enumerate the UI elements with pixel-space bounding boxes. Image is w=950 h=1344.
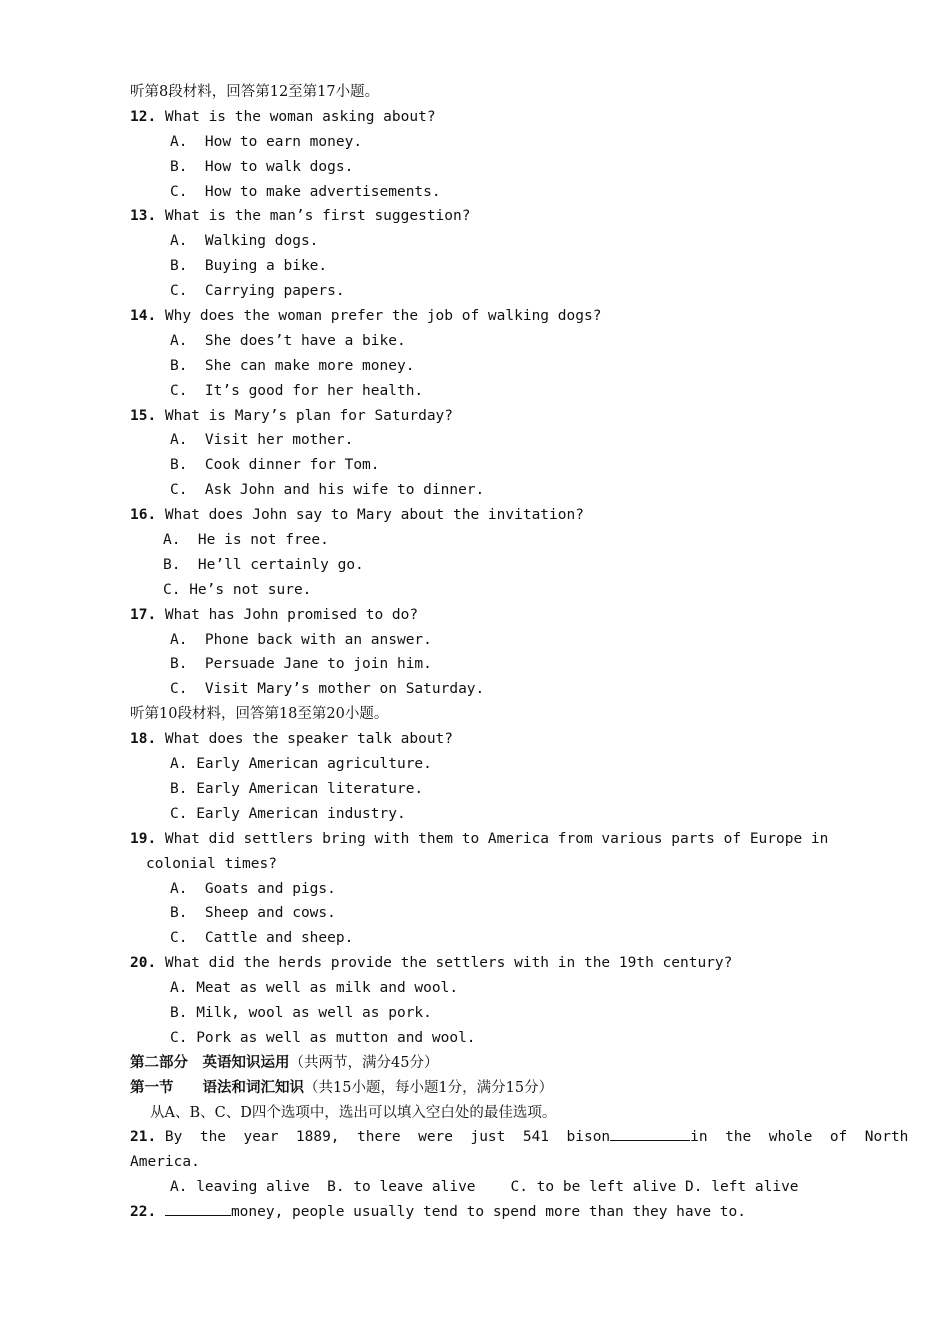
heading-title: 第一节 语法和词汇知识 bbox=[130, 1078, 304, 1096]
question-text: in the whole of North bbox=[690, 1129, 909, 1146]
heading-title: 第二部分 英语知识运用 bbox=[130, 1053, 290, 1071]
answer-option bbox=[130, 578, 830, 603]
answer-option bbox=[130, 130, 830, 155]
question-number: 21. bbox=[130, 1129, 157, 1146]
question bbox=[130, 951, 830, 976]
question-number: 16. bbox=[130, 507, 157, 524]
question-text: By the year 1889, there were just 541 bison bbox=[156, 1129, 611, 1146]
question-number: 19. bbox=[130, 830, 157, 847]
question-number: 18. bbox=[130, 731, 157, 748]
answer-option bbox=[130, 1175, 830, 1200]
instruction-text: 听第10段材料，回答第18至第20小题。 bbox=[130, 706, 389, 723]
answer-blank bbox=[165, 1201, 231, 1216]
question-text: What is the woman asking about? bbox=[156, 108, 436, 125]
question bbox=[130, 304, 830, 329]
question-text: America. bbox=[130, 1154, 200, 1171]
option-text: C. Early American industry. bbox=[170, 805, 406, 822]
option-text: A. Meat as well as milk and wool. bbox=[170, 980, 459, 997]
question bbox=[130, 105, 830, 130]
option-text: A. Walking dogs. bbox=[170, 233, 319, 250]
option-text: C. Pork as well as mutton and wool. bbox=[170, 1029, 476, 1046]
option-text: B. How to walk dogs. bbox=[170, 158, 354, 175]
option-text: B. Persuade Jane to join him. bbox=[170, 656, 432, 673]
answer-option bbox=[130, 553, 830, 578]
question bbox=[130, 727, 830, 752]
answer-option bbox=[130, 802, 830, 827]
answer-blank bbox=[610, 1126, 690, 1141]
answer-option bbox=[130, 329, 830, 354]
question bbox=[130, 1125, 909, 1150]
question-text: What is the man’s first suggestion? bbox=[156, 208, 471, 225]
answer-option bbox=[130, 926, 830, 951]
answer-option bbox=[130, 528, 830, 553]
instruction-text: 听第8段材料，回答第12至第17小题。 bbox=[130, 84, 380, 100]
answer-option bbox=[130, 777, 830, 802]
answer-option bbox=[130, 976, 830, 1001]
question-text: What did settlers bring with them to America from various parts of Europe in bbox=[156, 830, 829, 847]
option-text: B. Milk, wool as well as pork. bbox=[170, 1004, 432, 1021]
option-text: C. Carrying papers. bbox=[170, 283, 345, 300]
option-text: B. Buying a bike. bbox=[170, 258, 328, 275]
answer-option bbox=[130, 155, 830, 180]
question-continuation bbox=[130, 852, 830, 877]
part-instruction bbox=[130, 1101, 830, 1126]
question-text: What does the speaker talk about? bbox=[156, 731, 454, 748]
heading-detail: （共两节，满分45分） bbox=[289, 1054, 439, 1071]
option-text: C. Visit Mary’s mother on Saturday. bbox=[170, 681, 485, 698]
option-text: C. Ask John and his wife to dinner. bbox=[170, 482, 485, 499]
option-text: A. He is not free. bbox=[163, 532, 329, 549]
option-text: B. He’ll certainly go. bbox=[163, 556, 364, 573]
question-number: 20. bbox=[130, 955, 157, 972]
answer-option bbox=[130, 478, 830, 503]
option-text: C. He’s not sure. bbox=[163, 581, 312, 598]
answer-option bbox=[130, 677, 830, 702]
question-number: 14. bbox=[130, 308, 157, 325]
answer-option bbox=[130, 180, 830, 205]
answer-option bbox=[130, 652, 830, 677]
answer-option bbox=[130, 1001, 830, 1026]
question-number: 12. bbox=[130, 108, 157, 125]
question-text: money, people usually tend to spend more than they have to. bbox=[230, 1204, 746, 1221]
question-number: 13. bbox=[130, 208, 157, 225]
section-instruction bbox=[130, 80, 830, 105]
question-text: What did the herds provide the settlers with in the 19th century? bbox=[156, 955, 733, 972]
question bbox=[130, 404, 830, 429]
part-heading bbox=[130, 1051, 830, 1076]
option-text: A. Goats and pigs. bbox=[170, 880, 336, 897]
option-text: C. Cattle and sheep. bbox=[170, 930, 354, 947]
question bbox=[130, 827, 830, 852]
answer-option bbox=[130, 279, 830, 304]
question-text: What does John say to Mary about the invitation? bbox=[156, 507, 584, 524]
answer-option bbox=[130, 628, 830, 653]
question bbox=[130, 503, 830, 528]
question-text: What has John promised to do? bbox=[156, 606, 419, 623]
option-text: A. She does’t have a bike. bbox=[170, 332, 406, 349]
question-number: 15. bbox=[130, 407, 157, 424]
answer-option bbox=[130, 379, 830, 404]
option-text: A. leaving alive B. to leave alive C. to be left alive D. left alive bbox=[170, 1179, 799, 1196]
question-text: colonial times? bbox=[146, 855, 277, 872]
question-continuation bbox=[130, 1150, 830, 1175]
question bbox=[130, 204, 830, 229]
document-page bbox=[130, 80, 909, 1225]
option-text: B. Sheep and cows. bbox=[170, 905, 336, 922]
option-text: A. Visit her mother. bbox=[170, 432, 354, 449]
option-text: A. How to earn money. bbox=[170, 133, 363, 150]
question-number: 22. bbox=[130, 1204, 157, 1221]
answer-option bbox=[130, 428, 830, 453]
part-heading bbox=[130, 1076, 830, 1101]
answer-option bbox=[130, 752, 830, 777]
question-text: What is Mary’s plan for Saturday? bbox=[156, 407, 454, 424]
answer-option bbox=[130, 877, 830, 902]
option-text: B. Cook dinner for Tom. bbox=[170, 457, 380, 474]
option-text: B. Early American literature. bbox=[170, 780, 424, 797]
question-number: 17. bbox=[130, 606, 157, 623]
option-text: B. She can make more money. bbox=[170, 357, 415, 374]
heading-detail: （共15小题，每小题1分，满分15分） bbox=[304, 1079, 554, 1096]
option-text: A. Phone back with an answer. bbox=[170, 631, 432, 648]
answer-option bbox=[130, 254, 830, 279]
question-text: Why does the woman prefer the job of walking dogs? bbox=[156, 308, 602, 325]
section-instruction bbox=[130, 702, 830, 727]
question-text bbox=[156, 1204, 165, 1220]
option-text: C. How to make advertisements. bbox=[170, 183, 441, 200]
instruction-text: 从A、B、C、D四个选项中，选出可以填入空白处的最佳选项。 bbox=[150, 1104, 557, 1121]
answer-option bbox=[130, 453, 830, 478]
question bbox=[130, 603, 830, 628]
question bbox=[130, 1200, 830, 1225]
answer-option bbox=[130, 901, 830, 926]
option-text: C. It’s good for her health. bbox=[170, 382, 424, 399]
option-text: A. Early American agriculture. bbox=[170, 756, 432, 773]
answer-option bbox=[130, 1026, 830, 1051]
answer-option bbox=[130, 229, 830, 254]
answer-option bbox=[130, 354, 830, 379]
